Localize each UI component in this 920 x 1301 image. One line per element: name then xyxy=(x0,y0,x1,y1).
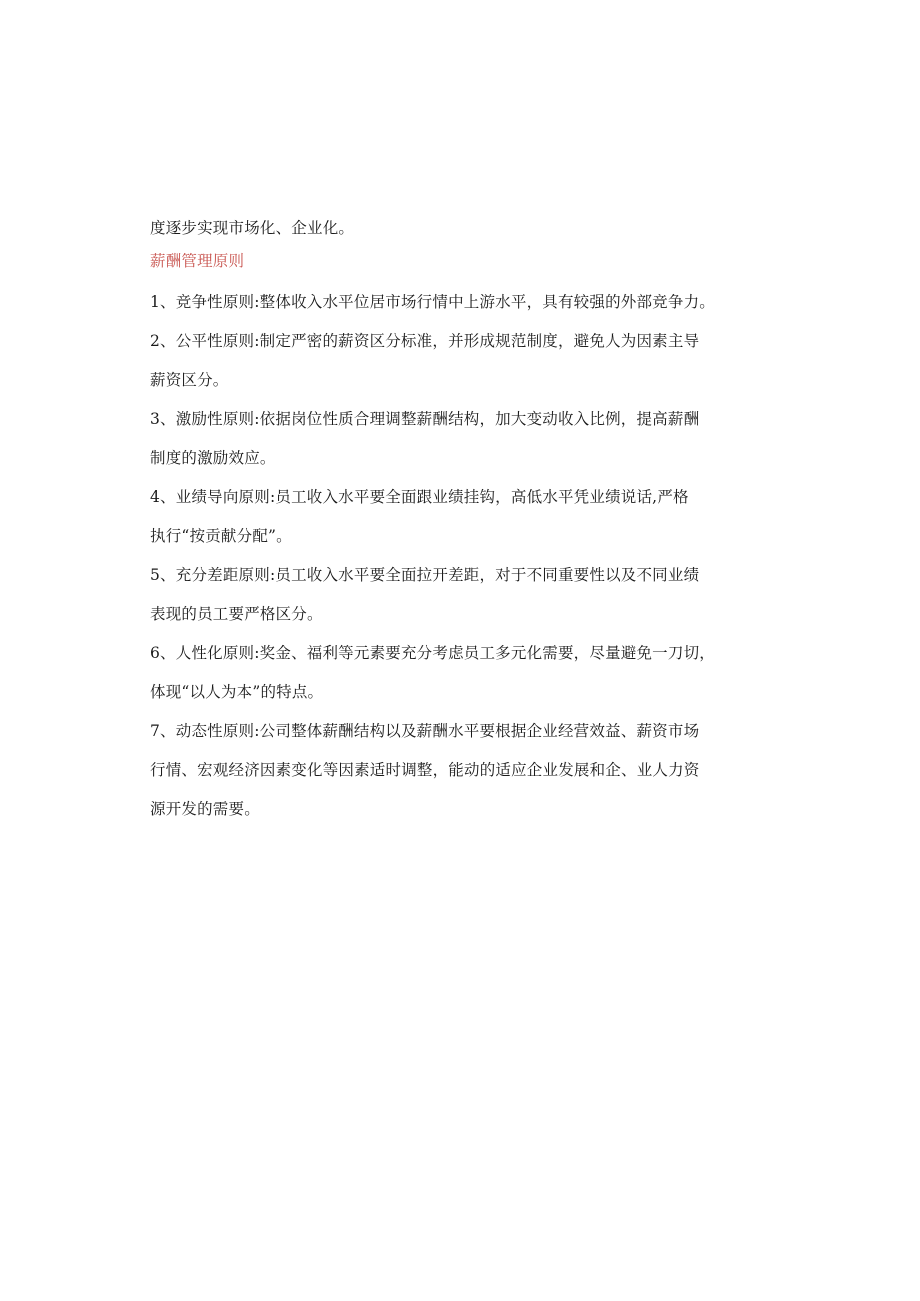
document-page xyxy=(150,214,760,822)
principle-item-6 xyxy=(150,640,760,705)
principle-line: 5、充分差距原则:员工收入水平要全面拉开差距，对于不同重要性以及不同业绩 xyxy=(150,566,700,584)
principle-line: 体现“以人为本”的特点。 xyxy=(150,683,324,701)
principle-line: 4、业绩导向原则:员工收入水平要全面跟业绩挂钩，高低水平凭业绩说话,严格 xyxy=(150,488,689,506)
principle-line: 6、人性化原则:奖金、福利等元素要充分考虑员工多元化需要，尽量避免一刀切， xyxy=(150,644,715,662)
principle-line: 1、竞争性原则:整体收入水平位居市场行情中上游水平，具有较强的外部竞争力。 xyxy=(150,293,715,311)
principle-item-4 xyxy=(150,484,760,549)
principle-line: 制度的激励效应。 xyxy=(150,449,276,467)
section-heading: 薪酬管理原则 xyxy=(150,252,245,270)
principle-item-1 xyxy=(150,289,760,315)
principle-line: 行情、宏观经济因素变化等因素适时调整，能动的适应企业发展和企、业人力资 xyxy=(150,761,700,779)
intro-line: 度逐步实现市场化、企业化。 xyxy=(150,219,355,237)
principle-item-3 xyxy=(150,406,760,471)
principle-line: 7、动态性原则:公司整体薪酬结构以及薪酬水平要根据企业经营效益、薪资市场 xyxy=(150,722,700,740)
principle-item-5 xyxy=(150,562,760,627)
principle-item-2 xyxy=(150,328,760,393)
principle-item-7 xyxy=(150,718,760,822)
principle-line: 薪资区分。 xyxy=(150,371,229,389)
principle-line: 源开发的需要。 xyxy=(150,800,260,818)
principle-line: 表现的员工要严格区分。 xyxy=(150,605,323,623)
principle-line: 执行“按贡献分配”。 xyxy=(150,527,292,545)
principle-line: 2、公平性原则:制定严密的薪资区分标准，并形成规范制度，避免人为因素主导 xyxy=(150,332,700,350)
principle-line: 3、激励性原则:依据岗位性质合理调整薪酬结构，加大变动收入比例，提高薪酬 xyxy=(150,410,700,428)
